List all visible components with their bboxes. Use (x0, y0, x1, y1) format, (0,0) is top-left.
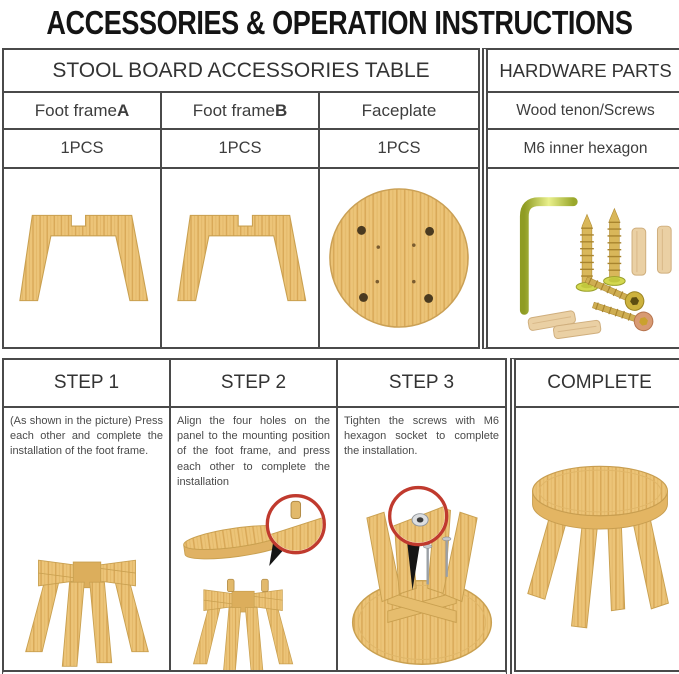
hardware-part-name: Wood tenon/Screws (488, 93, 679, 130)
step-2-cell (171, 408, 338, 670)
faceplate-photo (320, 169, 478, 347)
page-title (0, 1, 679, 45)
hardware-table-header: HARDWARE PARTS (488, 50, 679, 93)
screw-vertical-2 (603, 209, 625, 286)
step-1-text: (As shown in the picture) Press each other and complete the installation of the foot frame. (10, 415, 163, 458)
screw-tightening-photo (346, 478, 498, 670)
finished-stool-photo (516, 408, 679, 670)
hardware-parts-photo (488, 169, 679, 347)
steps-table (2, 358, 507, 674)
foot-frame-a-photo (4, 169, 162, 347)
page-title-text: ACCESSORIES & OPERATION INSTRUCTIONS (46, 4, 633, 41)
part-name-bold: A (116, 100, 130, 120)
part-qty: 1PCS (162, 130, 320, 169)
step-2-text: Align the four holes on the panel to the mounting position of the foot frame, and press each other to complete the installation (177, 415, 330, 488)
part-name-text: Foot frame (192, 100, 275, 120)
accessories-table-header: STOOL BOARD ACCESSORIES TABLE (4, 50, 478, 93)
hardware-table (482, 48, 679, 349)
foot-frame-b-photo (162, 169, 320, 347)
part-name-bold: B (274, 100, 288, 120)
part-name-faceplate (320, 93, 478, 130)
panel-alignment-photo (178, 490, 330, 670)
step-2-header: STEP 2 (171, 360, 338, 408)
step-3-text: Tighten the screws with M6 hexagon socket to complete the installation. (344, 415, 499, 458)
assembled-foot-frames-photo (14, 498, 160, 670)
part-qty: 1PCS (4, 130, 162, 169)
part-name-text: Faceplate (361, 100, 437, 120)
step-3-header: STEP 3 (338, 360, 505, 408)
step-1-cell (4, 408, 171, 670)
part-name-text: Foot frame (34, 100, 117, 120)
accessories-table (2, 48, 480, 349)
part-qty: 1PCS (320, 130, 478, 169)
complete-table (510, 358, 679, 674)
step-3-cell (338, 408, 505, 670)
step-1-header: STEP 1 (4, 360, 171, 408)
part-name-foot-frame-a (4, 93, 162, 130)
hardware-part-spec: M6 inner hexagon (488, 130, 679, 169)
part-name-foot-frame-b (162, 93, 320, 130)
complete-header: COMPLETE (516, 360, 679, 408)
